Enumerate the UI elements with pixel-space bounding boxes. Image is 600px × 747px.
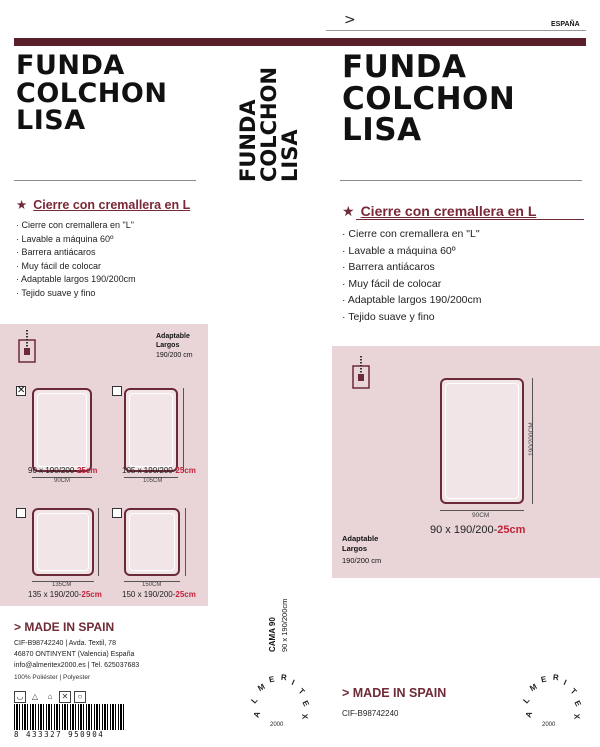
feature-item: Barrera antiácaros [348, 261, 435, 273]
seal-letter: M [528, 681, 539, 694]
size-label-90-large [430, 524, 525, 536]
range-label: 190/200 cm [342, 556, 382, 565]
feature-item: Cierre con cremallera en "L" [348, 228, 480, 240]
seal-letter: R [280, 672, 288, 683]
width-label: 135CM [52, 582, 72, 588]
country-label: ESPAÑA [551, 21, 580, 28]
seal-letter: E [300, 699, 311, 708]
made-in-spain-right: > MADE IN SPAIN [342, 686, 447, 700]
product-title-left [16, 52, 167, 135]
seal-letter: E [268, 674, 276, 685]
star-icon: ★ [16, 198, 28, 212]
care-icons-row [14, 686, 89, 704]
size-checkbox-105[interactable] [112, 386, 122, 396]
adaptable-text: Adaptable [156, 333, 190, 340]
feature-item: Tejido suave y fino [348, 310, 435, 323]
top-divider [326, 30, 586, 31]
size-name: 105 x 190/200- [122, 466, 176, 475]
seal-letter: I [562, 677, 569, 688]
adaptable-label [156, 332, 190, 350]
no-tumble-dry-icon: ○ [74, 691, 86, 703]
no-bleach-icon: △ [31, 692, 39, 701]
iron-low-icon: ⌂ [47, 692, 53, 701]
address-line: 46870 ONTINYENT (Valencia) España [14, 651, 135, 658]
seal-letter: L [249, 695, 260, 706]
feature-item: Lavable a máquina 60º [21, 233, 114, 244]
seal-letter: T [296, 686, 307, 697]
divider-left [14, 180, 196, 181]
height-dimension [183, 388, 184, 472]
features-list-right: · Cierre con cremallera en "L" · Lavable a máquina 60º · Barrera antiácaros · Muy fácil de colocar · Adaptable largos 190/200cm · Tejido suave y fino [342, 228, 482, 323]
star-icon: ★ [342, 203, 355, 219]
company-address [14, 638, 139, 671]
bed-diagram-90 [32, 388, 92, 472]
size-label-150 [122, 590, 196, 599]
width-label: 90CM [472, 512, 490, 519]
seal-letter: X [299, 713, 310, 720]
zipper-icon [18, 330, 36, 364]
brand-seal-right [520, 670, 584, 734]
seal-year: 2000 [542, 722, 556, 728]
seal-letter: X [571, 713, 582, 720]
spine-dimensions: 90 x 190/200cm [280, 598, 289, 652]
size-extra: 25cm [175, 466, 196, 475]
size-extra: 25cm [175, 590, 196, 599]
divider-right [340, 180, 582, 181]
heading-underline [356, 219, 584, 220]
width-label: 90CM [54, 478, 71, 484]
seal-letter: I [290, 677, 297, 688]
bed-diagram-90-large [440, 378, 524, 504]
features-heading-left [16, 197, 190, 212]
wash-60-icon: ◡ [14, 691, 26, 703]
size-name: 150 x 190/200- [122, 590, 176, 599]
title-line: FUNDA [16, 50, 125, 81]
right-size-panel [332, 346, 600, 578]
size-label-90 [28, 466, 97, 475]
size-checkbox-150[interactable] [112, 508, 122, 518]
height-dimension [98, 508, 99, 576]
width-label: 105CM [143, 478, 163, 484]
address-line: info@almeritex2000.es | Tel. 625037683 [14, 662, 140, 669]
no-dry-clean-icon: ✕ [59, 691, 71, 703]
barcode-number: 8 433327 950904 [14, 730, 105, 739]
title-line: COLCHON [16, 77, 168, 109]
size-name: 90 x 190/200- [28, 466, 77, 475]
seal-year: 2000 [270, 722, 284, 728]
feature-item: Cierre con cremallera en "L" [21, 220, 134, 230]
features-heading-right [342, 203, 536, 220]
largos-text: Largos [342, 544, 368, 553]
seal-letter: E [540, 674, 548, 685]
seal-letter: T [568, 686, 579, 697]
features-heading-text: Cierre con cremallera en L [33, 198, 191, 212]
size-label-135 [28, 590, 102, 599]
width-dimension [440, 510, 524, 511]
height-label: 190/200CM [528, 422, 535, 456]
seal-letter: M [256, 681, 267, 694]
width-label: 150CM [142, 582, 162, 588]
size-label-105 [122, 466, 196, 475]
size-checkbox-90[interactable]: ✕ [17, 385, 26, 396]
feature-item: Adaptable largos 190/200cm [347, 294, 482, 306]
size-extra: 25cm [81, 590, 102, 599]
spine-title: FUNDA COLCHON LISA [236, 66, 302, 182]
bed-diagram-105 [124, 388, 178, 472]
title-line: COLCHON [342, 80, 516, 117]
bed-diagram-150 [124, 508, 180, 576]
bed-diagram-135 [32, 508, 94, 576]
product-title-right [342, 49, 516, 149]
sizes-panel [0, 324, 208, 606]
top-band [14, 38, 586, 46]
address-line: CIF-B98742240 | Avda. Textil, 78 [14, 640, 116, 647]
adaptable-label [342, 534, 378, 554]
range-label: 190/200 cm [156, 352, 193, 359]
seal-letter: R [552, 672, 560, 683]
size-extra: 25cm [497, 524, 526, 536]
feature-item: Muy fácil de colocar [21, 260, 102, 271]
feature-item: Muy fácil de colocar [348, 277, 442, 290]
made-in-spain-left: > MADE IN SPAIN [14, 620, 115, 634]
features-heading-text: Cierre con cremallera en L [360, 203, 537, 219]
feature-item: Barrera antiácaros [21, 247, 96, 257]
seal-letter: L [521, 695, 532, 706]
features-list-left: · Cierre con cremallera en "L" · Lavable a máquina 60º · Barrera antiácaros · Muy fácil de colocar · Adaptable largos 190/200cm · Tejido suave y fino [16, 220, 136, 298]
feature-item: Adaptable largos 190/200cm [21, 274, 136, 284]
seal-letter: E [572, 699, 583, 708]
title-line: LISA [16, 105, 86, 137]
size-checkbox-135[interactable] [16, 508, 26, 518]
largos-text: Largos [156, 342, 180, 349]
barcode [14, 704, 124, 730]
brand-seal-center [248, 670, 312, 734]
spine-bed-size: CAMA 90 [268, 617, 277, 652]
seal-letter: A [251, 710, 263, 719]
adaptable-text: Adaptable [342, 534, 379, 543]
feature-item: Tejido suave y fino [21, 287, 96, 298]
feature-item: Lavable a máquina 60º [348, 244, 456, 257]
title-line: LISA [342, 112, 422, 149]
composition-label: 100% Poliéster | Polyester [14, 674, 91, 681]
height-dimension [185, 508, 186, 576]
cif-right: CIF-B98742240 [342, 709, 399, 718]
size-name: 135 x 190/200- [28, 590, 82, 599]
size-name: 90 x 190/200- [430, 524, 498, 536]
header-chevron: > [344, 12, 356, 28]
size-extra: 25cm [76, 466, 98, 475]
title-line: FUNDA [342, 49, 467, 85]
seal-letter: A [523, 710, 535, 719]
zipper-icon [352, 356, 370, 390]
